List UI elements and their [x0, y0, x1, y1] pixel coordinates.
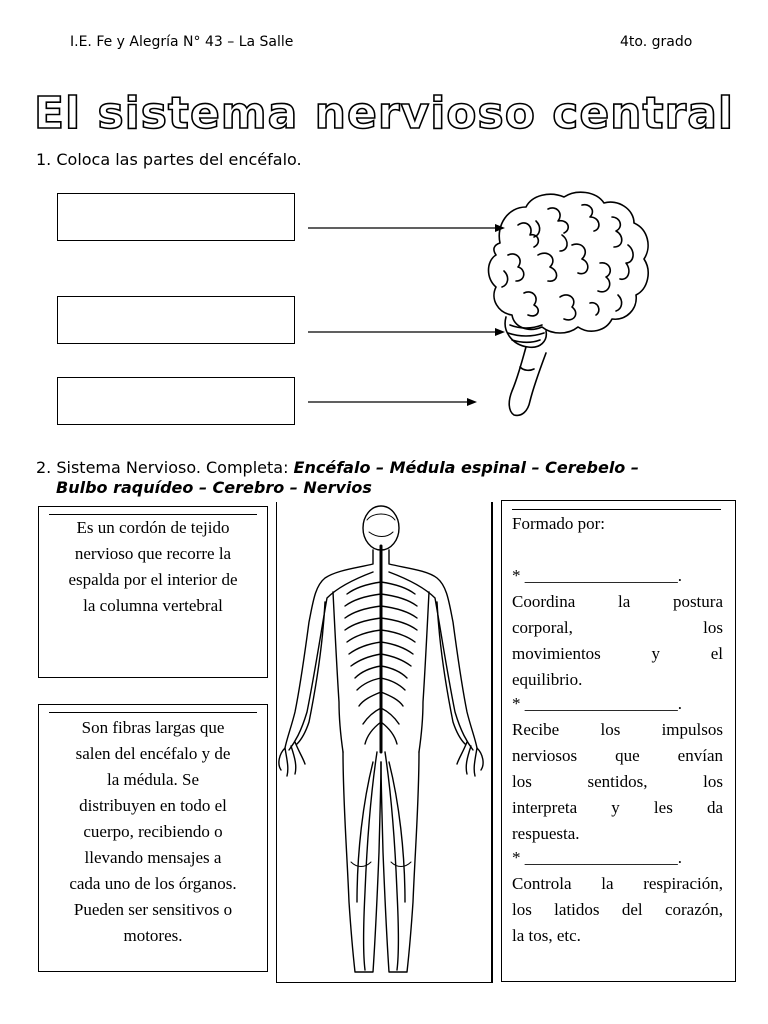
word-bank-line-2: Bulbo raquídeo – Cerebro – Nervios: [56, 478, 372, 497]
question-2-prompt: [36, 458, 748, 498]
text-line: espalda por el interior de: [68, 570, 238, 589]
blank-item-1[interactable]: [512, 563, 723, 589]
text-line: respuesta.: [512, 824, 580, 843]
answer-box-1[interactable]: [57, 193, 295, 241]
nervios-description-box: [38, 704, 268, 972]
answer-blank-3[interactable]: __________________.: [524, 848, 682, 867]
text-line: salen del encéfalo y de: [75, 744, 231, 763]
text-line: interpreta y les da: [512, 798, 723, 817]
text-line: Recibe los impulsos: [512, 720, 723, 739]
medula-description: [45, 515, 261, 619]
answer-box-2[interactable]: [57, 296, 295, 344]
bullet-marker: *: [512, 848, 521, 867]
school-name: I.E. Fe y Alegría N° 43 – La Salle: [70, 34, 294, 50]
item-1-description: [512, 589, 723, 693]
grade-label: 4to. grado: [620, 34, 693, 50]
text-line: cuerpo, recibiendo o: [83, 822, 223, 841]
text-line: equilibrio.: [512, 670, 583, 689]
arrow-2-icon: [305, 322, 505, 342]
box-top-rule: [49, 712, 257, 713]
item-3-description: [512, 871, 723, 949]
text-line: Es un cordón de tejido: [76, 518, 230, 537]
word-bank-line-1: Encéfalo – Médula espinal – Cerebelo –: [293, 458, 639, 477]
text-line: llevando mensajes a: [84, 848, 222, 867]
box-top-rule: [512, 509, 721, 510]
encefalo-parts-box: [501, 500, 736, 982]
answer-box-3[interactable]: [57, 377, 295, 425]
text-line: los latidos del corazón,: [512, 900, 723, 919]
text-line: Pueden ser sensitivos o: [73, 900, 233, 919]
text-line: Son fibras largas que: [81, 718, 225, 737]
text-line: la médula. Se: [106, 770, 200, 789]
text-line: motores.: [123, 926, 183, 945]
question-1-prompt: 1. Coloca las partes del encéfalo.: [36, 150, 302, 169]
question-2-label: 2. Sistema Nervioso. Completa:: [36, 458, 294, 477]
nervios-description: [45, 715, 261, 949]
text-line: Coordina la postura: [512, 592, 723, 611]
text-line: nervioso que recorre la: [74, 544, 232, 563]
text-line: nerviosos que envían: [512, 746, 723, 765]
answer-blank-1[interactable]: __________________.: [524, 566, 682, 585]
text-line: distribuyen en todo el: [79, 796, 227, 815]
text-line: movimientos y el: [512, 644, 723, 663]
arrow-3-icon: [305, 392, 477, 412]
nervous-system-body-icon: [277, 502, 491, 980]
answer-blank-2[interactable]: __________________.: [524, 694, 682, 713]
bullet-marker: *: [512, 566, 521, 585]
text-line: la columna vertebral: [83, 596, 223, 615]
text-line: la tos, etc.: [512, 926, 581, 945]
bullet-marker: *: [512, 694, 521, 713]
text-line: cada uno de los órganos.: [69, 874, 237, 893]
blank-item-2[interactable]: [512, 691, 723, 717]
medula-description-box: [38, 506, 268, 678]
right-box-heading: Formado por:: [512, 514, 606, 533]
text-line: los sentidos, los: [512, 772, 723, 791]
body-illustration-frame: [276, 502, 493, 983]
item-2-description: [512, 717, 723, 847]
blank-item-3[interactable]: [512, 845, 723, 871]
text-line: Controla la respiración,: [512, 874, 723, 893]
page-title: El sistema nervioso central: [34, 88, 734, 139]
text-line: corporal, los: [512, 618, 723, 637]
brain-illustration-icon: [478, 185, 658, 420]
arrow-1-icon: [305, 218, 505, 238]
